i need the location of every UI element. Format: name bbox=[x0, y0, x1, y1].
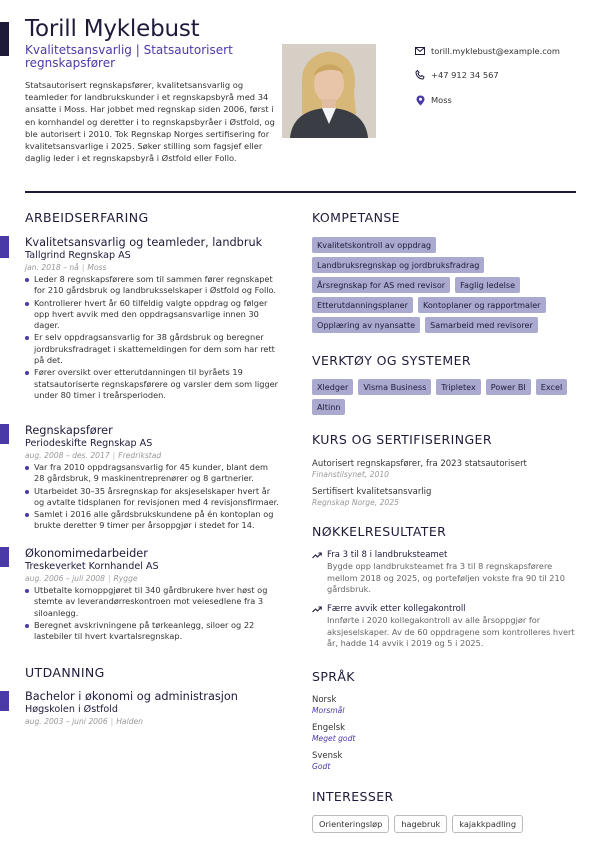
tools-tags bbox=[312, 379, 577, 419]
edu-school: Høgskolen i Østfold bbox=[25, 704, 118, 715]
job-place: Moss bbox=[87, 263, 107, 272]
result-description: Innførte i 2020 kollegakontroll av alle årsoppgjør for aksjeselskaper. Av de 60 oppdragene som kontrolleres hvert år, hadde 14 avvik i 2019 og 5 i 2025. bbox=[327, 615, 575, 648]
skill-tag: Opplæring av nyansatte bbox=[312, 317, 420, 333]
skill-tag: Landbruksregnskap og jordbruksfradrag bbox=[312, 257, 484, 273]
job-bullet: Var fra 2010 oppdragsansvarlig for 45 kunder, blant dem 28 gårdsbruk, 9 maskinentreprenører og 8 gartnerier. bbox=[25, 462, 280, 485]
contact-email[interactable] bbox=[414, 45, 560, 57]
job-accent-bar-1 bbox=[0, 236, 9, 258]
edu-place: Halden bbox=[116, 717, 143, 726]
job-bullet: Er selv oppdragsansvarlig for 38 gårdsbruk og beregner jordbruksfradraget i skattemeldingen for dem som har rett på det. bbox=[25, 332, 280, 366]
profile-photo bbox=[282, 44, 376, 138]
job-meta: aug. 2006 – juli 2008 | Rygge bbox=[25, 574, 138, 583]
job-entry-2 bbox=[25, 424, 280, 533]
language-name: Norsk bbox=[312, 695, 337, 705]
contact-email-text: torill.myklebust@example.com bbox=[431, 46, 560, 56]
edu-dates: aug. 2003 – juni 2006 bbox=[25, 717, 108, 726]
job-accent-bar-3 bbox=[0, 547, 9, 567]
job-bullet: Utbetalte kornoppgjøret til 340 gårdbrukere hver høst og stemte av leverandørreskontroen mot veiesedlene fra 3 siloanlegg. bbox=[25, 585, 280, 619]
result-entry-2 bbox=[312, 604, 577, 650]
job-bullets bbox=[25, 462, 280, 532]
skill-tag: Kvalitetskontroll av oppdrag bbox=[312, 237, 436, 253]
edu-meta: aug. 2003 – juni 2006 | Halden bbox=[25, 717, 143, 726]
job-bullet: Utarbeidet 30–35 årsregnskap for aksjeselskaper hvert år og avtalte tidsplanen for revisjonen med 4 revisjonsfirmaer. bbox=[25, 486, 280, 509]
contact-phone[interactable] bbox=[414, 69, 499, 81]
cert-entry-1 bbox=[312, 459, 577, 480]
language-entry bbox=[312, 695, 344, 716]
skills-tags bbox=[312, 237, 577, 337]
trending-up-icon bbox=[312, 552, 323, 559]
job-accent-bar-2 bbox=[0, 424, 9, 444]
result-title-row bbox=[312, 550, 577, 561]
job-title: Økonomimedarbeider bbox=[25, 547, 148, 560]
language-name: Engelsk bbox=[312, 723, 346, 733]
language-entry bbox=[312, 723, 355, 744]
interest-chip: hagebruk bbox=[394, 815, 447, 833]
job-title: Regnskapsfører bbox=[25, 424, 113, 437]
result-entry-1 bbox=[312, 550, 577, 596]
tool-tag: Visma Business bbox=[358, 379, 431, 395]
language-level: Morsmål bbox=[312, 706, 345, 715]
candidate-title: Kvalitetsansvarlig | Statsautorisert regnskapsfører bbox=[25, 43, 233, 70]
skill-tag: Kontoplaner og rapportmaler bbox=[418, 297, 546, 313]
trending-up-icon bbox=[312, 606, 323, 613]
job-bullets bbox=[25, 585, 280, 642]
phone-icon bbox=[414, 69, 426, 81]
job-place: Rygge bbox=[113, 574, 138, 583]
header-divider bbox=[25, 191, 576, 193]
language-level: Meget godt bbox=[312, 734, 356, 743]
contact-location bbox=[414, 94, 452, 106]
skill-tag: Årsregnskap for AS med revisor bbox=[312, 277, 450, 293]
cert-title: Autorisert regnskapsfører, fra 2023 statsautorisert bbox=[312, 459, 527, 469]
interests-list bbox=[312, 815, 528, 833]
language-entry bbox=[312, 751, 342, 772]
edu-degree: Bachelor i økonomi og administrasjon bbox=[25, 690, 238, 703]
education-entry bbox=[25, 690, 280, 727]
section-experience-heading: ARBEIDSERFARING bbox=[25, 210, 149, 225]
result-title: Fra 3 til 8 i landbruksteamet bbox=[327, 550, 448, 560]
interest-chip: Orienteringsløp bbox=[312, 815, 389, 833]
job-bullet: Leder 8 regnskapsførere som til sammen fører regnskapet for 210 gårdsbruk og landbruksselskaper i Østfold og Follo. bbox=[25, 274, 280, 297]
contact-location-text: Moss bbox=[431, 95, 452, 105]
map-pin-icon bbox=[414, 94, 426, 106]
section-skills-heading: KOMPETANSE bbox=[312, 210, 400, 225]
contact-phone-text: +47 912 34 567 bbox=[431, 70, 499, 80]
profile-summary: Statsautorisert regnskapsfører, kvalitetsansvarlig og teamleder for landbrukskunder i et regnskapsbyrå med 34 ansatte i Moss. Har jobbet med regnskap siden 2006, først i en kornhandel og deretter i to regnskapsbyråer i Østfold, og ble autorisert i 2010. Tok Regnskap Norges sertifisering for kvalitetsansvarlige i 2025. Søker stilling som fagsjef eller daglig leder i et regnskapsbyrå i Østfold eller Follo. bbox=[25, 80, 275, 164]
envelope-icon bbox=[414, 45, 426, 57]
job-company: Periodeskifte Regnskap AS bbox=[25, 438, 153, 449]
header-accent-bar bbox=[0, 22, 9, 56]
section-certs-heading: KURS OG SERTIFISERINGER bbox=[312, 432, 492, 447]
job-bullet: Samlet i 2016 alle gårdsbrukskundene på én kontoplan og brukte deretter 9 timer per årsoppgjør i stedet for 14. bbox=[25, 509, 280, 532]
job-bullet: Fører oversikt over etterutdanningen til byråets 19 statsautoriserte regnskapsførere og varsler dem som ligger under 80 timer i treårsperioden. bbox=[25, 367, 280, 401]
cert-issuer: Finanstilsynet, 2010 bbox=[312, 470, 389, 479]
skill-tag: Etterutdanningsplaner bbox=[312, 297, 413, 313]
job-meta: aug. 2008 – des. 2017 | Fredrikstad bbox=[25, 451, 162, 460]
job-bullet: Beregnet avskrivningene på tørkeanlegg, siloer og 22 lastebiler til hvert kvartalsregnskap. bbox=[25, 620, 280, 643]
job-company: Tallgrind Regnskap AS bbox=[25, 250, 131, 261]
language-name: Svensk bbox=[312, 751, 343, 761]
section-education-heading: UTDANNING bbox=[25, 665, 105, 680]
interest-chip: kajakkpadling bbox=[452, 815, 523, 833]
tool-tag: Altinn bbox=[312, 399, 345, 415]
job-dates: jan. 2018 – nå bbox=[25, 263, 79, 272]
skill-tag: Samarbeid med revisorer bbox=[425, 317, 538, 333]
job-title: Kvalitetsansvarlig og teamleder, landbruk bbox=[25, 236, 263, 249]
section-interests-heading: INTERESSER bbox=[312, 789, 394, 804]
section-tools-heading: VERKTØY OG SYSTEMER bbox=[312, 353, 471, 368]
tool-tag: Xledger bbox=[312, 379, 353, 395]
job-entry-3 bbox=[25, 547, 280, 643]
tool-tag: Tripletex bbox=[436, 379, 481, 395]
edu-accent-bar bbox=[0, 691, 9, 711]
cert-title: Sertifisert kvalitetsansvarlig bbox=[312, 487, 432, 497]
language-level: Godt bbox=[312, 762, 331, 771]
job-bullets bbox=[25, 274, 280, 401]
job-dates: aug. 2008 – des. 2017 bbox=[25, 451, 110, 460]
section-results-heading: NØKKELRESULTATER bbox=[312, 524, 447, 539]
job-bullet: Kontrollerer hvert år 60 tilfeldig valgte oppdrag og følger opp hvert avvik med den oppdragsansvarlige innen 30 dager. bbox=[25, 298, 280, 332]
candidate-name: Torill Myklebust bbox=[25, 16, 200, 42]
tool-tag: Excel bbox=[536, 379, 567, 395]
section-languages-heading: SPRÅK bbox=[312, 669, 355, 684]
result-title: Færre avvik etter kollegakontroll bbox=[327, 604, 466, 614]
cert-issuer: Regnskap Norge, 2025 bbox=[312, 498, 399, 507]
job-company: Treskeverket Kornhandel AS bbox=[25, 561, 159, 572]
result-description: Bygde opp landbruksteamet fra 3 til 8 regnskapsførere mellom 2018 og 2025, og porteføljen vokste fra 90 til 210 gårdsbruk. bbox=[327, 561, 565, 594]
result-title-row bbox=[312, 604, 577, 615]
job-dates: aug. 2006 – juli 2008 bbox=[25, 574, 105, 583]
job-meta: jan. 2018 – nå | Moss bbox=[25, 263, 107, 272]
skill-tag: Faglig ledelse bbox=[455, 277, 520, 293]
job-place: Fredrikstad bbox=[118, 451, 162, 460]
job-entry-1 bbox=[25, 236, 280, 402]
cert-entry-2 bbox=[312, 487, 577, 508]
tool-tag: Power BI bbox=[486, 379, 531, 395]
